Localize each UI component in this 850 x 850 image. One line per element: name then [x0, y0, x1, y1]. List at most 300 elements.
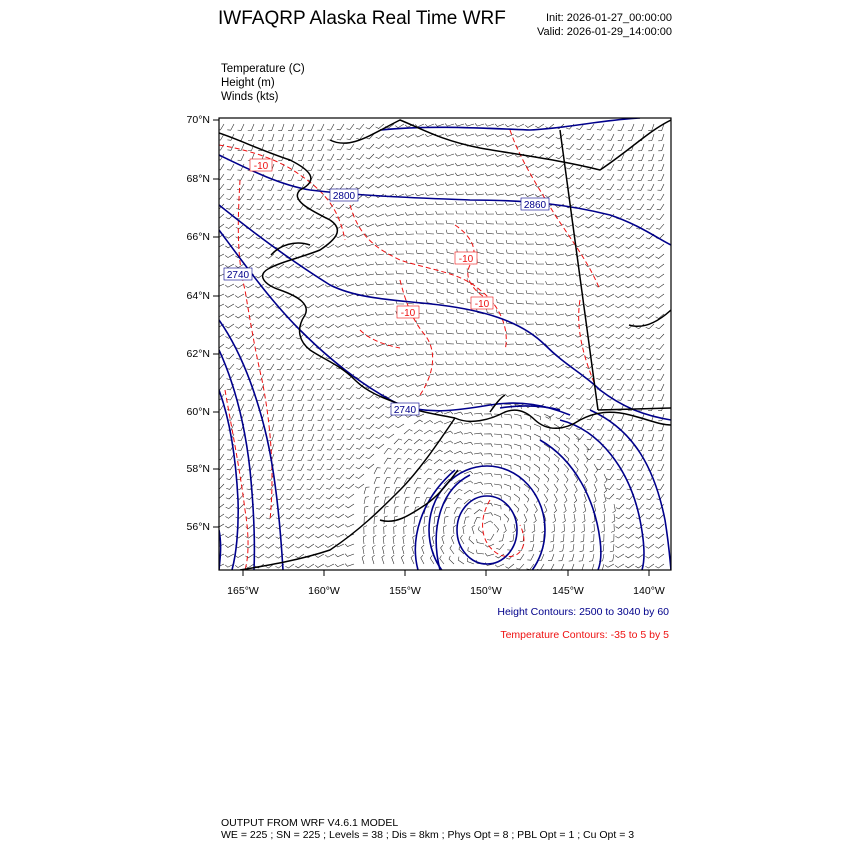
wind-barb — [556, 174, 564, 179]
wind-barb — [326, 474, 334, 480]
wind-barb — [514, 444, 521, 450]
wind-barb — [506, 299, 514, 304]
wind-barb — [638, 444, 644, 451]
wind-barb — [445, 403, 454, 406]
wind-barb — [638, 434, 644, 441]
wind-barb — [278, 144, 284, 151]
wind-barb — [626, 504, 634, 509]
wind-barb — [486, 341, 494, 345]
wind-barb — [236, 334, 244, 339]
wind-barb — [275, 284, 284, 288]
wind-barb — [414, 449, 422, 454]
wind-barb — [248, 174, 255, 180]
wind-barb — [576, 434, 584, 440]
wind-barb — [373, 535, 376, 544]
wind-barb — [495, 373, 504, 376]
wind-barb — [296, 234, 304, 239]
wind-barb — [525, 342, 534, 345]
wind-barb — [545, 354, 554, 357]
wind-barb — [555, 272, 564, 275]
wind-barb — [258, 434, 264, 441]
wind-barb — [455, 393, 464, 396]
wind-barb — [658, 444, 664, 451]
wind-barb — [405, 194, 414, 197]
wind-barb — [596, 194, 604, 199]
wind-barb — [658, 164, 664, 171]
wind-barb — [266, 314, 274, 319]
wind-barb — [656, 514, 664, 519]
wind-barb — [535, 322, 544, 325]
wind-barb — [510, 534, 514, 542]
wind-barb — [404, 429, 412, 434]
height-contour-labels — [224, 189, 549, 416]
wind-barb — [317, 174, 324, 180]
wind-barb — [404, 488, 410, 494]
wind-barb — [296, 534, 305, 538]
wind-barb — [534, 474, 539, 482]
wind-barb — [505, 193, 514, 196]
wind-barb — [485, 183, 494, 186]
wind-barb — [607, 444, 614, 450]
wind-barb — [236, 524, 245, 528]
wind-barb — [446, 362, 455, 365]
wind-barb — [327, 124, 334, 130]
wind-barb — [257, 184, 264, 190]
wind-barb — [554, 504, 557, 513]
wind-barb — [464, 462, 473, 465]
wind-barb — [507, 279, 515, 284]
wind-barb — [535, 232, 544, 235]
wind-barb — [484, 414, 492, 417]
wind-barb — [655, 564, 664, 568]
wind-barb — [365, 354, 374, 357]
wind-barb — [486, 220, 494, 224]
wind-barb — [286, 334, 294, 339]
wind-barb — [545, 302, 554, 305]
wind-barb — [586, 384, 594, 389]
wind-barb — [405, 184, 414, 187]
wind-barb — [435, 393, 444, 396]
wind-barb — [255, 264, 264, 268]
wind-barb — [376, 404, 384, 409]
wind-barb — [573, 504, 576, 513]
wind-barb — [346, 204, 354, 209]
wind-barb — [524, 514, 527, 523]
wind-barb — [266, 224, 274, 229]
wind-barb — [516, 280, 524, 284]
wind-barb — [288, 464, 295, 470]
wind-barb — [395, 204, 404, 207]
wind-barb — [627, 384, 634, 390]
wind-barb — [246, 344, 254, 349]
wind-barb — [266, 324, 274, 329]
wind-barb — [416, 269, 424, 274]
wind-barb — [258, 124, 264, 131]
wind-barb — [325, 514, 334, 518]
wind-barb — [456, 351, 464, 354]
wind-barb — [656, 254, 665, 259]
wind-barb — [486, 202, 495, 205]
wind-barb — [465, 123, 474, 126]
wind-barb — [288, 434, 294, 441]
wind-barb — [236, 514, 244, 519]
wind-barb — [445, 192, 454, 195]
wind-barb — [266, 254, 275, 258]
wind-barb — [627, 194, 634, 200]
wind-barb — [545, 252, 554, 255]
wind-barb — [437, 309, 445, 314]
wind-barb — [445, 154, 454, 157]
wind-barb — [345, 544, 354, 547]
wind-barb — [238, 154, 244, 160]
wind-barb — [366, 444, 374, 449]
wind-barb — [315, 564, 324, 568]
wind-barb — [237, 184, 244, 190]
wind-barb — [494, 514, 500, 520]
wind-barb — [414, 459, 422, 464]
wind-barb — [635, 274, 644, 278]
wind-barb — [356, 474, 364, 479]
wind-barb — [257, 484, 264, 490]
wind-barb — [434, 469, 442, 474]
wind-barb — [615, 534, 624, 538]
wind-barb — [447, 249, 454, 254]
wind-barb — [384, 516, 388, 524]
wind-barb — [375, 354, 384, 357]
wind-barb — [555, 262, 564, 265]
wind-barb — [327, 434, 334, 440]
wind-barb — [574, 484, 577, 493]
wind-barb — [337, 414, 344, 420]
wind-barb — [345, 314, 354, 317]
wind-barb — [394, 439, 402, 444]
wind-barb — [325, 274, 334, 277]
wind-barb — [545, 184, 554, 188]
wind-barb — [235, 554, 244, 558]
wind-barb — [336, 474, 344, 479]
wind-barb — [317, 184, 324, 190]
wind-barb — [287, 354, 295, 360]
wind-barb — [287, 374, 294, 380]
wind-barb — [635, 294, 644, 298]
wind-barb — [266, 524, 274, 529]
wind-barb — [386, 301, 394, 304]
wind-barb — [525, 222, 534, 225]
wind-barb — [457, 309, 464, 314]
wind-barb — [484, 424, 492, 427]
wind-barb — [425, 124, 434, 127]
wind-barb — [506, 259, 514, 264]
wind-barb — [514, 484, 520, 491]
wind-barb — [246, 244, 255, 248]
wind-barb — [576, 364, 585, 368]
wind-barb — [516, 321, 524, 324]
wind-barb — [375, 204, 384, 207]
wind-barb — [646, 304, 655, 308]
wind-barb — [535, 374, 544, 377]
wind-barb — [364, 506, 368, 514]
wind-barb — [457, 239, 464, 244]
wind-barb — [347, 134, 354, 140]
wind-barb — [626, 354, 634, 360]
wind-barb — [475, 153, 484, 156]
wind-barb — [276, 514, 284, 519]
wind-barb — [316, 364, 324, 370]
wind-barb — [524, 474, 530, 481]
wind-barb — [525, 353, 534, 356]
wind-barb — [217, 434, 224, 440]
wind-barb — [325, 264, 334, 267]
wind-barb — [544, 484, 548, 493]
wind-barb — [248, 424, 254, 431]
wind-barb — [365, 292, 374, 295]
wind-barb — [485, 393, 494, 396]
wind-barb — [287, 484, 294, 490]
wind-barb — [268, 414, 274, 421]
wind-barb — [426, 341, 434, 344]
wind-barb — [591, 524, 594, 532]
wind-barb — [335, 294, 344, 297]
wind-barb — [546, 281, 555, 284]
wind-barb — [615, 274, 624, 278]
wind-barb — [516, 290, 524, 294]
wind-barb — [605, 284, 614, 287]
wind-barb — [437, 279, 444, 284]
wind-barb — [558, 554, 564, 561]
wind-barb — [534, 444, 540, 451]
wind-barb — [454, 412, 463, 415]
wind-barb — [656, 304, 665, 308]
wind-barb — [648, 434, 654, 441]
wind-barb — [574, 454, 579, 462]
wind-barb — [658, 154, 664, 161]
wind-barb — [394, 449, 402, 454]
wind-barb — [425, 164, 434, 167]
wind-barb — [516, 300, 524, 304]
temperature-contours-note: Temperature Contours: -35 to 5 by 5 — [500, 629, 669, 641]
wind-barb — [327, 154, 334, 160]
wind-barb — [494, 434, 502, 438]
wind-barb — [395, 164, 404, 168]
wind-barb — [474, 472, 483, 475]
wind-barb — [504, 414, 512, 418]
wind-barb — [415, 373, 424, 376]
wind-barb — [546, 134, 554, 139]
wind-barb — [515, 373, 524, 376]
wind-barb — [396, 321, 405, 324]
wind-barb — [616, 344, 624, 349]
wind-barb — [435, 154, 444, 157]
wind-barb — [648, 384, 654, 390]
wind-barb — [445, 163, 454, 166]
wind-barb — [256, 314, 265, 318]
wind-barb — [435, 144, 444, 147]
wind-barb — [616, 324, 625, 328]
wind-barb — [424, 478, 432, 484]
wind-barb — [355, 224, 364, 227]
wind-barb — [426, 249, 434, 254]
wind-barb — [646, 534, 654, 539]
wind-barb — [415, 144, 424, 147]
wind-barb — [375, 282, 384, 285]
wind-barb — [307, 464, 314, 470]
wind-barb — [555, 292, 564, 295]
wind-barb — [556, 164, 564, 169]
wind-barb — [404, 439, 412, 444]
wind-barb — [308, 134, 314, 141]
wind-barb — [445, 134, 454, 137]
wind-barb — [637, 374, 644, 380]
wind-barb — [318, 444, 325, 450]
wind-barb — [507, 289, 515, 294]
wind-barb — [487, 279, 494, 284]
wind-barb — [326, 364, 334, 369]
wind-barb — [625, 264, 634, 268]
wind-barb — [445, 393, 454, 396]
wind-barb — [356, 404, 364, 409]
wind-barb — [464, 423, 473, 426]
wind-barb — [626, 524, 634, 529]
wind-barb — [227, 474, 235, 480]
wind-barb — [606, 364, 614, 369]
wind-barb — [525, 363, 534, 366]
wind-barb — [455, 372, 464, 375]
wind-barb — [638, 164, 644, 171]
wind-barb — [628, 154, 634, 161]
wind-barb — [495, 164, 504, 167]
lat-label-60: 60°N — [186, 406, 210, 418]
wind-barb — [474, 423, 483, 426]
wind-barb — [485, 173, 494, 176]
wind-barb — [278, 414, 284, 421]
wind-barb — [375, 364, 384, 367]
wind-barb — [365, 313, 374, 316]
wind-barb — [504, 424, 512, 429]
wind-barb — [406, 250, 414, 254]
wind-barb — [516, 250, 524, 254]
wind-barb — [227, 184, 234, 190]
wind-barb — [626, 344, 634, 349]
wind-barb — [487, 269, 494, 274]
wind-barb — [415, 394, 424, 397]
wind-barb — [375, 312, 384, 315]
wind-barb — [276, 334, 284, 339]
wind-barb — [237, 384, 244, 390]
wind-barb — [525, 184, 534, 187]
wind-barb — [656, 344, 664, 349]
wind-barb — [326, 494, 334, 499]
wind-barb — [266, 534, 274, 539]
wind-barb — [506, 310, 514, 314]
wind-barb — [327, 384, 334, 390]
wind-barb — [288, 444, 294, 451]
wind-barb — [375, 323, 384, 326]
wind-barb — [535, 164, 544, 168]
wind-barb — [277, 474, 284, 480]
wind-barb — [327, 144, 334, 150]
wind-barb — [515, 164, 524, 167]
wind-barb — [476, 220, 484, 224]
wind-barb — [255, 304, 264, 308]
wind-barb — [385, 232, 394, 235]
wind-barb — [355, 314, 364, 317]
wind-barb — [414, 440, 422, 445]
wind-barb — [582, 514, 585, 523]
wind-barb — [376, 134, 384, 139]
wind-barb — [524, 434, 531, 440]
wind-barb — [658, 434, 664, 441]
wind-barb — [305, 264, 314, 268]
wind-barb — [564, 504, 567, 513]
wind-barb — [477, 259, 484, 264]
wind-barb — [248, 404, 254, 411]
wind-barb — [286, 544, 295, 548]
wind-barb — [364, 526, 367, 534]
wind-barb — [535, 144, 544, 148]
wind-barb — [216, 374, 224, 379]
wind-barb — [476, 330, 484, 334]
wind-barb — [327, 444, 334, 450]
wind-barb — [406, 241, 414, 244]
wind-barb — [615, 564, 624, 568]
wind-barb — [550, 534, 554, 542]
temperature-contours — [219, 130, 600, 570]
model-info-line2: WE = 225 ; SN = 225 ; Levels = 38 ; Dis = 8km ; Phys Opt = 8 ; PBL Opt = 1 ; Cu Opt = 3 — [221, 829, 635, 841]
wind-barb — [605, 294, 614, 297]
wind-barb — [506, 564, 515, 568]
wind-barb — [658, 384, 664, 390]
wind-barb — [527, 554, 534, 560]
wind-barb — [625, 564, 634, 568]
wind-barb — [373, 545, 376, 554]
wind-barb — [365, 364, 374, 368]
wind-barb — [564, 464, 569, 472]
wind-barb — [585, 334, 594, 338]
wind-barb — [658, 394, 664, 401]
wind-barb — [648, 174, 654, 181]
wind-barb — [535, 213, 544, 216]
wind-barb — [497, 259, 504, 264]
wind-barb — [457, 288, 464, 294]
wind-barb — [647, 204, 654, 210]
wind-barb — [476, 230, 484, 234]
wind-barb — [496, 341, 504, 344]
wind-barb — [337, 434, 344, 440]
wind-barb — [616, 504, 624, 509]
wind-barb — [308, 434, 314, 441]
wind-barb — [346, 464, 354, 469]
wind-barb — [442, 535, 445, 544]
wind-barb — [287, 474, 294, 480]
wind-barb — [475, 182, 484, 185]
wind-barb — [546, 164, 555, 168]
wind-barb — [515, 184, 524, 187]
wind-barb — [495, 202, 504, 205]
wind-barb — [555, 374, 564, 378]
wind-barb — [595, 324, 604, 328]
wind-barb — [385, 223, 394, 226]
wind-barb — [576, 154, 584, 160]
wind-barb — [565, 263, 574, 266]
wind-barb — [617, 384, 624, 390]
wind-barb — [494, 524, 499, 532]
wind-barb — [638, 154, 644, 161]
wind-barb — [607, 184, 614, 190]
wind-barb — [336, 354, 344, 359]
wind-barb — [626, 534, 635, 538]
wind-barb — [606, 204, 614, 209]
wind-barb — [549, 544, 554, 551]
